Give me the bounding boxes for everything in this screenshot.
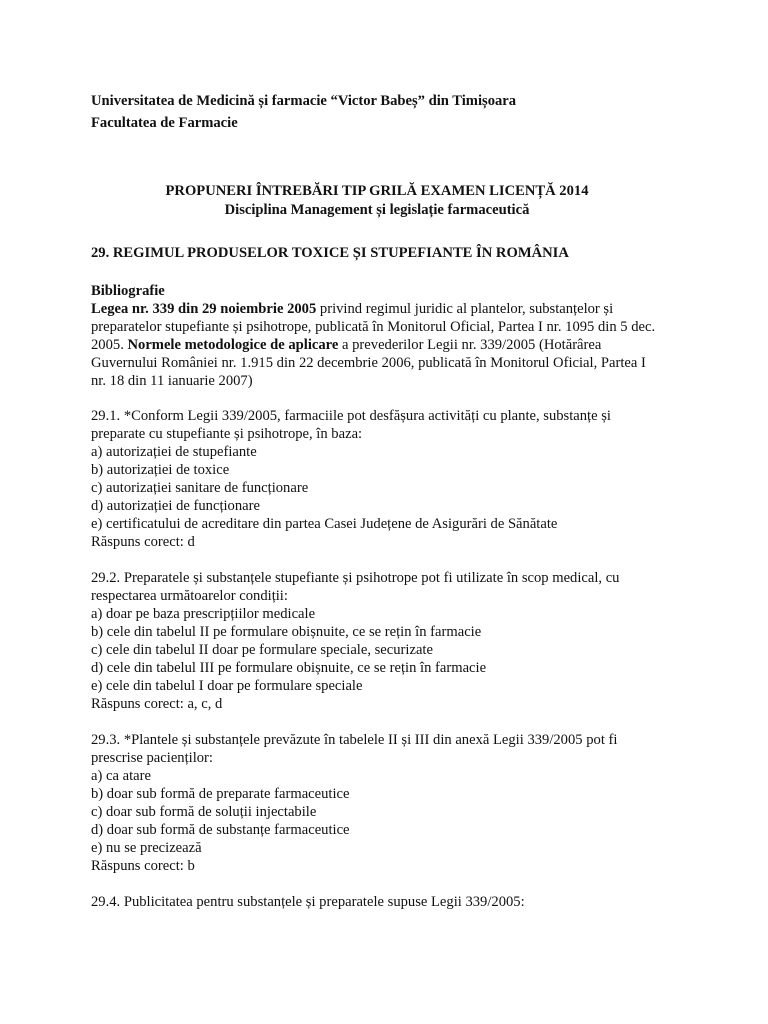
question-text: 29.1. *Conform Legii 339/2005, farmaciile pot desfășura activități cu plante, substanțe și	[91, 408, 611, 424]
norms-description: a prevederilor Legii nr. 339/2005 (Hotărârea	[338, 337, 602, 353]
answer-option: d) doar sub formă de substanțe farmaceutice	[91, 822, 350, 838]
question-block	[91, 569, 711, 713]
correct-answer: Răspuns corect: d	[91, 534, 195, 550]
bibliography-heading: Bibliografie	[91, 283, 165, 299]
answer-option: d) cele din tabelul III pe formulare obișnuite, ce se rețin în farmacie	[91, 660, 487, 676]
answer-option: a) autorizației de stupefiante	[91, 444, 257, 460]
answer-option: b) cele din tabelul II pe formulare obișnuite, ce se rețin în farmacie	[91, 624, 482, 640]
answer-option: c) cele din tabelul II doar pe formulare speciale, securizate	[91, 642, 433, 658]
bibliography-line: preparatelor stupefiante și psihotrope, publicată în Monitorul Oficial, Partea I nr. 1095 din 5 dec.	[91, 319, 656, 335]
question-block	[91, 407, 711, 551]
correct-answer: Răspuns corect: b	[91, 858, 195, 874]
answer-option: c) autorizației sanitare de funcționare	[91, 480, 309, 496]
bibliography-line: nr. 18 din 11 ianuarie 2007)	[91, 373, 253, 389]
faculty-name: Facultatea de Farmacie	[91, 115, 238, 131]
question-text-continued: preparate cu stupefiante și psihotrope, în baza:	[91, 426, 363, 442]
bibliography-section	[91, 282, 711, 390]
document-subtitle: Disciplina Management și legislație farmaceutică	[224, 202, 530, 218]
answer-option: e) certificatului de acreditare din partea Casei Județene de Asigurări de Sănătate	[91, 516, 558, 532]
answer-option: e) nu se precizează	[91, 840, 202, 856]
answer-option: a) ca atare	[91, 768, 151, 784]
university-name: Universitatea de Medicină și farmacie “Victor Babeș” din Timișoara	[91, 93, 517, 109]
norms-reference: Normele metodologice de aplicare	[127, 337, 339, 353]
bibliography-line	[91, 336, 711, 354]
questions-list	[91, 407, 711, 911]
answer-option: e) cele din tabelul I doar pe formulare speciale	[91, 678, 363, 694]
question-text: 29.4. Publicitatea pentru substanțele și preparatele supuse Legii 339/2005:	[91, 894, 525, 910]
answer-options	[91, 443, 711, 533]
answer-option: b) autorizației de toxice	[91, 462, 230, 478]
law-year: 2005.	[91, 337, 128, 353]
question-block	[91, 893, 711, 911]
question-text: 29.3. *Plantele și substanțele prevăzute în tabelele II și III din anexă Legii 339/2005 pot fi	[91, 732, 618, 748]
question-text-continued: respectarea următoarelor condiții:	[91, 588, 288, 604]
law-description: privind regimul juridic al plantelor, substanțelor și	[316, 301, 614, 317]
answer-option: a) doar pe baza prescripțiilor medicale	[91, 606, 316, 622]
answer-option: d) autorizației de funcționare	[91, 498, 260, 514]
bibliography-line	[91, 300, 711, 318]
chapter-heading: 29. REGIMUL PRODUSELOR TOXICE ȘI STUPEFIANTE ÎN ROMÂNIA	[91, 245, 569, 261]
answer-options	[91, 605, 711, 695]
answer-options	[91, 767, 711, 857]
correct-answer: Răspuns corect: a, c, d	[91, 696, 223, 712]
question-block	[91, 731, 711, 875]
question-text-continued: prescrise pacienților:	[91, 750, 213, 766]
answer-option: b) doar sub formă de preparate farmaceutice	[91, 786, 350, 802]
question-text: 29.2. Preparatele și substanțele stupefiante și psihotrope pot fi utilizate în scop medical, cu	[91, 570, 620, 586]
bibliography-line: Guvernului României nr. 1.915 din 22 decembrie 2006, publicată în Monitorul Oficial, Partea I	[91, 355, 646, 371]
document-page	[91, 92, 711, 911]
document-title: PROPUNERI ÎNTREBĂRI TIP GRILĂ EXAMEN LICENȚĂ 2014	[165, 183, 589, 199]
answer-option: c) doar sub formă de soluții injectabile	[91, 804, 317, 820]
law-reference: Legea nr. 339 din 29 noiembrie 2005	[91, 301, 317, 317]
